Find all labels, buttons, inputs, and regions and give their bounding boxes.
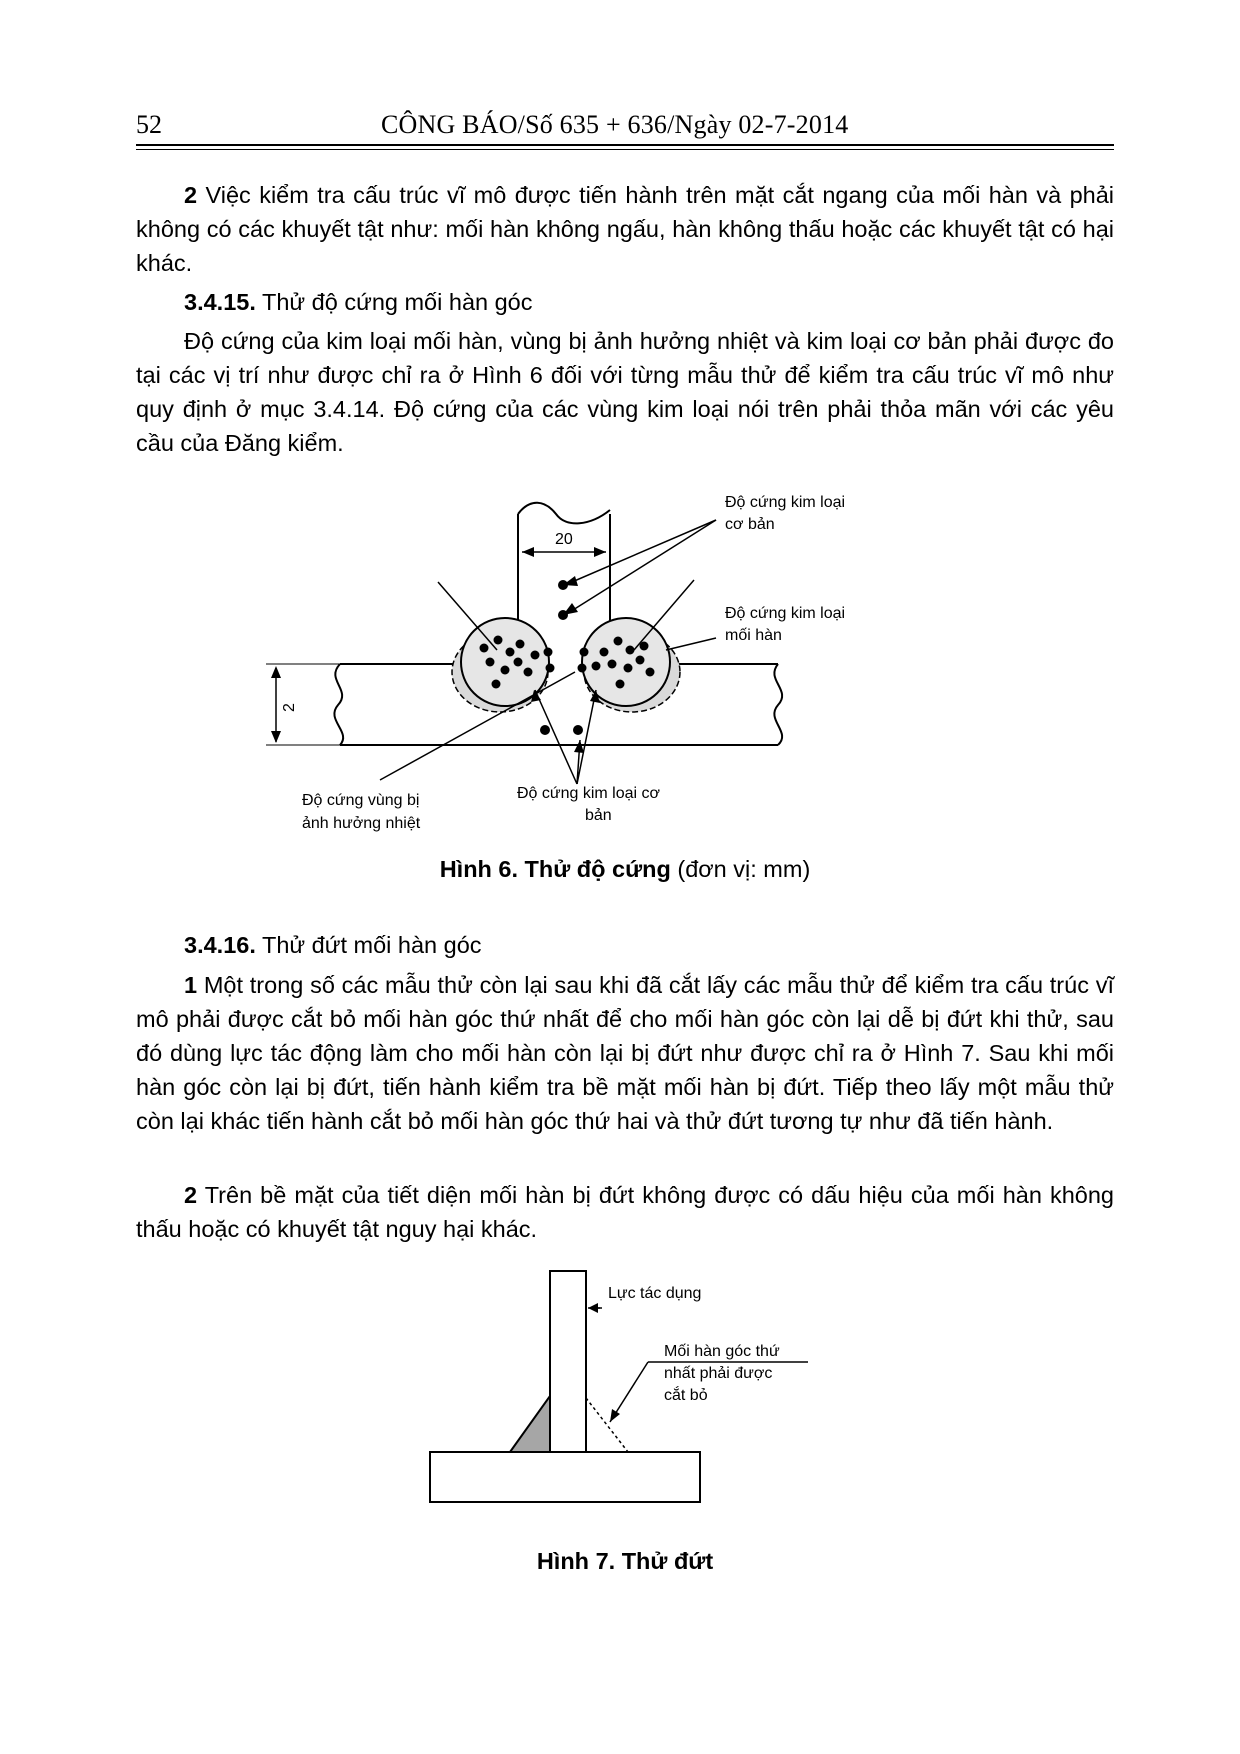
paragraph-macro-structure [136,178,1114,280]
paragraph-text: Độ cứng của kim loại mối hàn, vùng bị ảnh hưởng nhiệt và kim loại cơ bản phải được đo tại các vị trí như được chỉ ra ở Hình 6 đối với từng mẫu thử để kiểm tra cấu trúc vĩ mô như quy định ở mục 3.4.14. Độ cứng của các vùng kim loại nói trên phải thỏa mãn với các yêu cầu của Đăng kiểm. [136,328,1114,456]
figure-7-diagram [420,1255,820,1515]
vertical-plate [550,1271,586,1452]
paragraph-break-test-1 [136,968,1114,1138]
section-title: Thử đứt mối hàn góc [255,932,482,958]
label-base-metal-bottom-line1: Độ cứng kim loại cơ [517,785,661,802]
section-heading-3-4-15 [136,285,1114,319]
gazette-title: CÔNG BÁO/Số 635 + 636/Ngày 02-7-2014 [381,110,849,139]
dimension-20-label: 20 [555,531,573,548]
section-number: 3.4.15. [184,289,256,315]
section-title: Thử độ cứng mối hàn góc [255,289,533,315]
paragraph-number: 2 [184,1182,198,1208]
paragraph-number: 2 [184,182,198,208]
plate-break-right [774,664,782,745]
label-base-metal-top-line1: Độ cứng kim loại [725,494,846,511]
label-weld-metal-line2: mối hàn [725,627,782,644]
label-force: Lực tác dụng [608,1285,702,1302]
paragraph-break-test-2 [136,1178,1114,1246]
section-number: 3.4.16. [184,932,256,958]
label-haz-line2: ảnh hưởng nhiệt [302,815,421,832]
figure-6-caption-bold: Hình 6. Thử độ cứng [439,856,671,882]
figure-7-caption: Hình 7. Thử đứt [536,1548,714,1574]
paragraph-number: 1 [184,972,198,998]
label-cut-weld-line2: nhất phải được [664,1365,773,1382]
page-header [136,106,1114,146]
label-cut-weld-line1: Mối hàn góc thứ [664,1343,780,1360]
label-haz-line1: Độ cứng vùng bị [302,792,420,809]
web-break [518,503,610,524]
dimension-2-label: 2 [281,703,298,712]
paragraph-text: Một trong số các mẫu thử còn lại sau khi đã cắt lấy các mẫu thử để kiểm tra cấu trúc vĩ mô phải được cắt bỏ mối hàn góc thứ nhất để cho mối hàn góc còn lại dễ bị đứt khi thử, sau đó dùng lực tác động làm cho mối hàn còn lại bị đứt như được chỉ ra ở Hình 7. Sau khi mối hàn góc còn lại bị đứt, tiến hành kiểm tra bề mặt mối hàn bị đứt. Tiếp theo lấy một mẫu thử còn lại khác tiến hành cắt bỏ mối hàn góc thứ hai và thử đứt tương tự như đã tiến hành. [136,972,1114,1134]
label-base-metal-top-line2: cơ bản [725,516,775,533]
paragraph-text: Việc kiểm tra cấu trúc vĩ mô được tiến hành trên mặt cắt ngang của mối hàn và phải không có các khuyết tật như: mối hàn không ngấu, hàn không thấu hoặc các khuyết tật có hại khác. [136,182,1114,276]
figure-6-diagram [250,480,870,840]
header-rule-thin [136,149,1114,150]
page-number: 52 [136,110,162,139]
figure-6-caption [136,856,1114,883]
figure-6-caption-units: (đơn vị: mm) [670,856,811,882]
section-heading-3-4-16 [136,928,1114,962]
header-rule-thick [136,144,1114,146]
paragraph-hardness [136,324,1114,460]
label-cut-weld-line3: cắt bỏ [664,1387,708,1404]
base-plate [430,1452,700,1502]
label-base-metal-bottom-line2: bản [585,807,612,824]
label-weld-metal-line1: Độ cứng kim loại [725,605,846,622]
cut-weld-outline [586,1398,628,1452]
remaining-fillet-weld [510,1396,550,1452]
plate-outline [340,664,778,745]
paragraph-text: Trên bề mặt của tiết diện mối hàn bị đứt không được có dấu hiệu của mối hàn không thấu hoặc có khuyết tật nguy hại khác. [136,1182,1114,1242]
plate-break-left [334,664,343,745]
